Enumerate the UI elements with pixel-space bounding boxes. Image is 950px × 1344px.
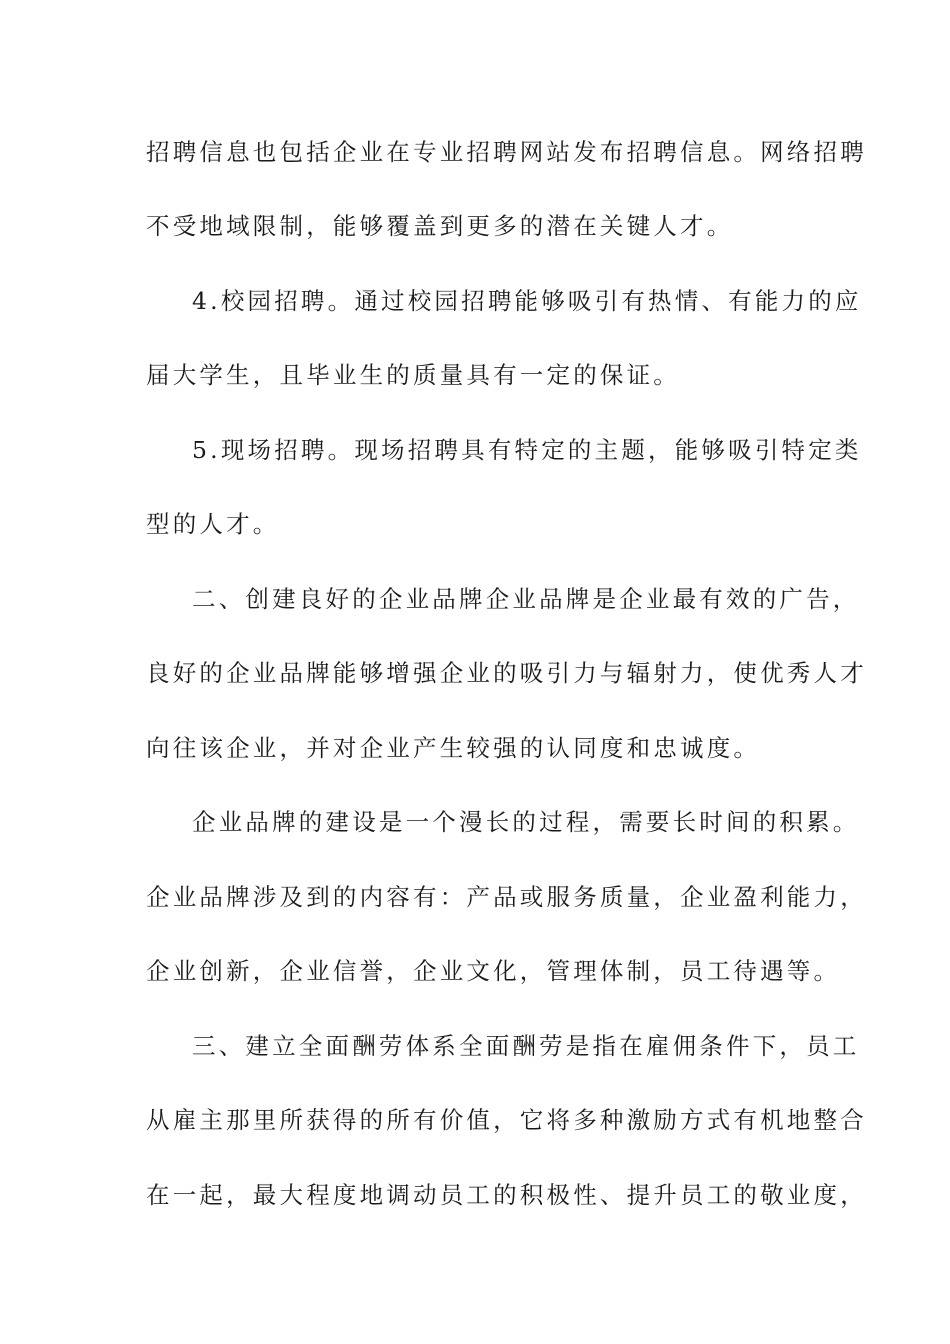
text-line: 向往该企业，并对企业产生较强的认同度和忠诚度。 <box>146 734 761 762</box>
text-line: 企业创新，企业信誉，企业文化，管理体制，员工待遇等。 <box>146 957 841 985</box>
text-line: 4.校园招聘。通过校园招聘能够吸引有热情、有能力的应 <box>192 287 862 315</box>
text-line: 届大学生，且毕业生的质量具有一定的保证。 <box>146 361 680 389</box>
text-line: 二、创建良好的企业品牌企业品牌是企业最有效的广告， <box>192 585 860 613</box>
text-line: 三、建立全面酬劳体系全面酬劳是指在雇佣条件下，员工 <box>192 1032 860 1060</box>
text-line: 在一起，最大程度地调动员工的积极性、提升员工的敬业度， <box>146 1181 867 1209</box>
text-line: 型的人才。 <box>146 510 280 538</box>
text-line: 从雇主那里所获得的所有价值，它将多种激励方式有机地整合 <box>146 1106 867 1134</box>
text-line: 不受地域限制，能够覆盖到更多的潜在关键人才。 <box>146 212 734 240</box>
text-line: 良好的企业品牌能够增强企业的吸引力与辐射力，使优秀人才 <box>146 659 867 687</box>
text-line: 企业品牌的建设是一个漫长的过程，需要长时间的积累。 <box>192 808 860 836</box>
text-line: 企业品牌涉及到的内容有：产品或服务质量，企业盈利能力， <box>146 883 867 911</box>
text-line: 5.现场招聘。现场招聘具有特定的主题，能够吸引特定类 <box>192 436 862 464</box>
text-line: 招聘信息也包括企业在专业招聘网站发布招聘信息。网络招聘 <box>146 138 867 166</box>
